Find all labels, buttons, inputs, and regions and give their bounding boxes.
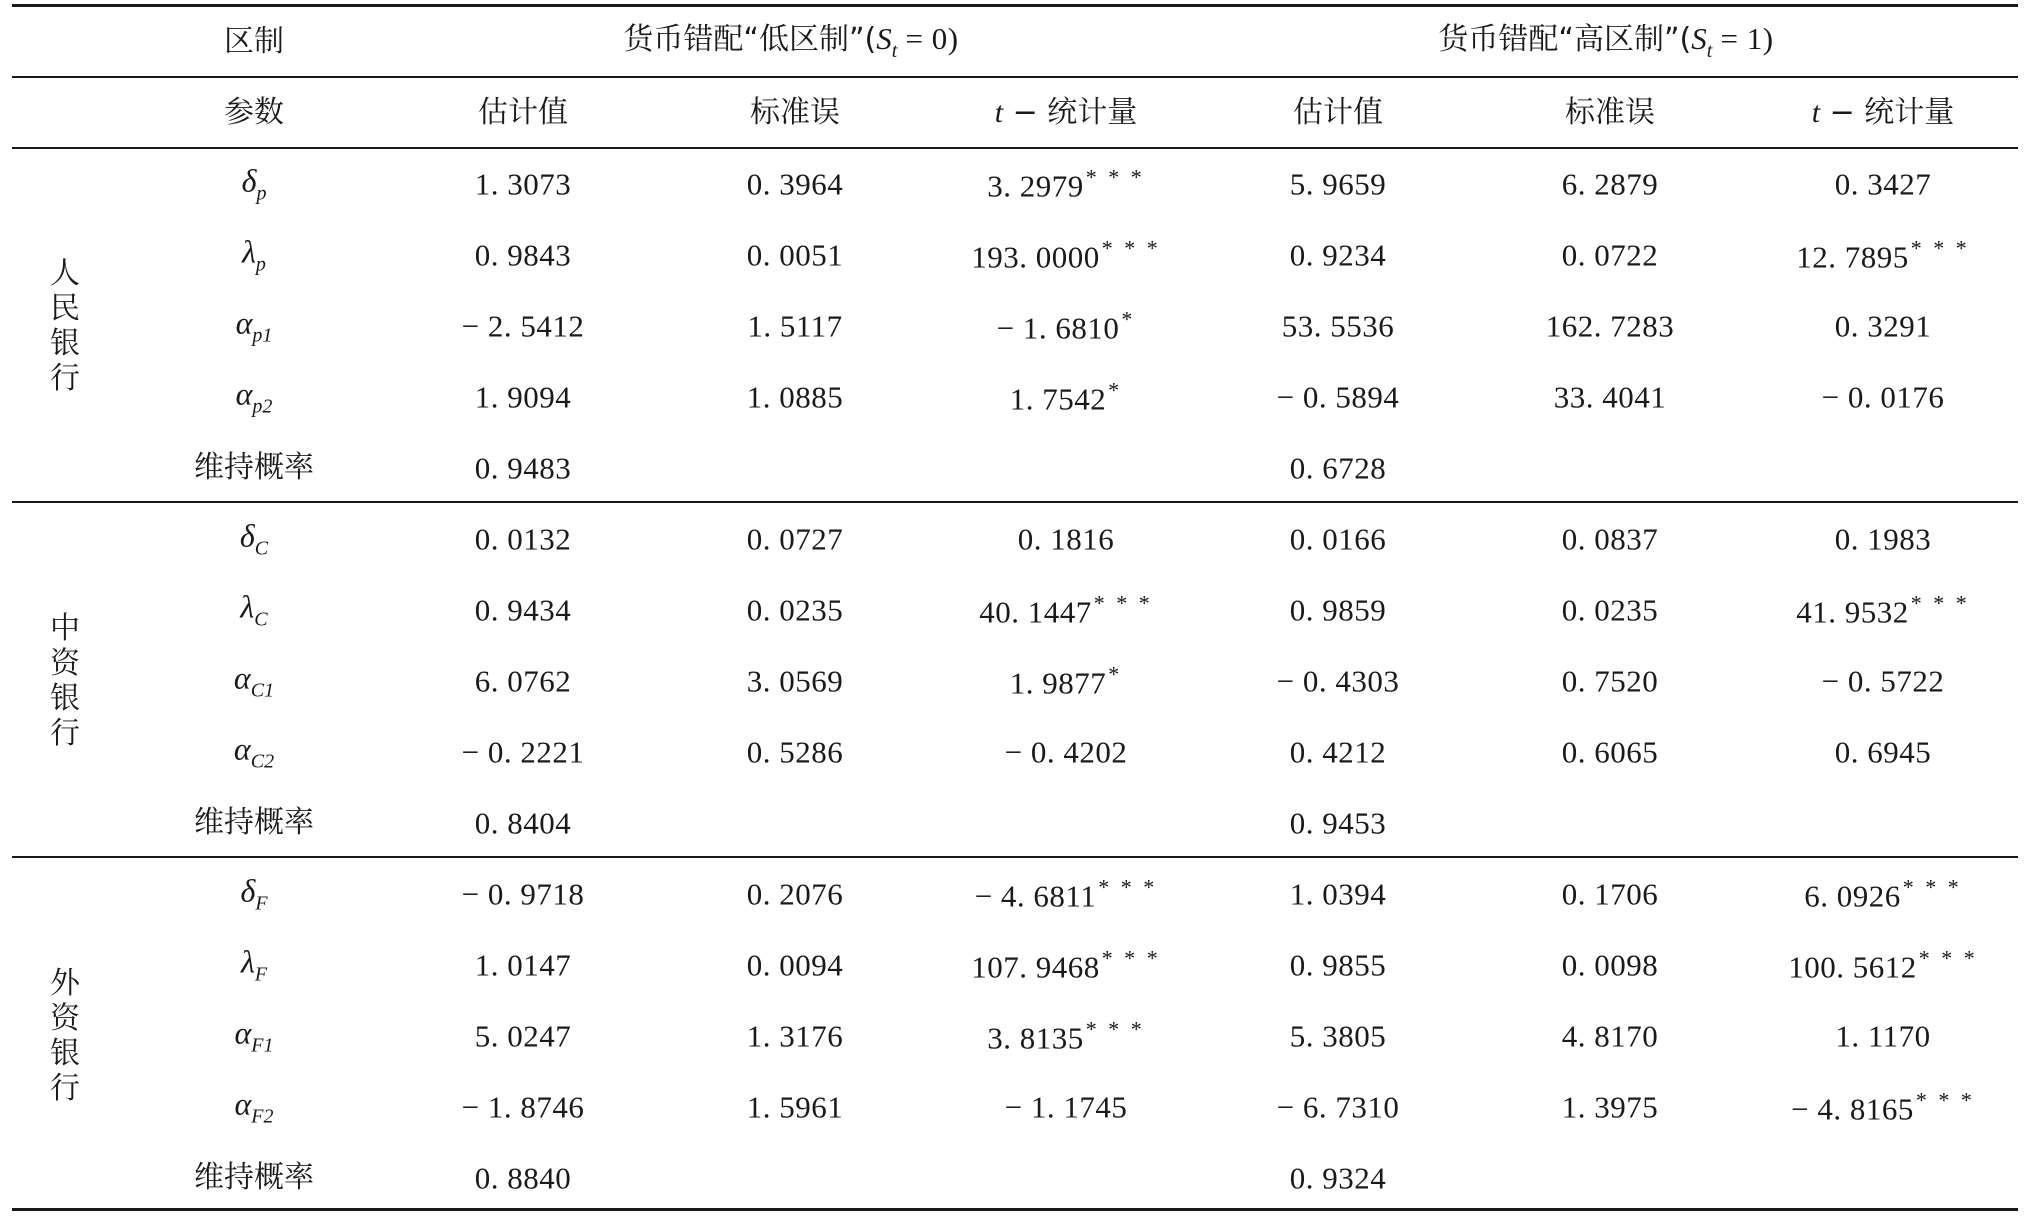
value-text: 1. 1170 [1835, 1018, 1931, 1054]
value-text: − 4. 8165 [1791, 1091, 1914, 1127]
significance-stars: * * * [1093, 590, 1153, 616]
value-text: 0. 0235 [1561, 592, 1659, 628]
value-text: 1. 0394 [1289, 876, 1387, 912]
param-symbol [235, 304, 273, 347]
low-estimate [461, 308, 585, 344]
significance-stars: * * * [1910, 590, 1970, 616]
low-t-stat [1004, 734, 1128, 770]
param-symbol [234, 1014, 274, 1057]
param-symbol-char: α [234, 1085, 252, 1122]
param-symbol-char: λ [240, 588, 255, 625]
param-symbol [235, 375, 273, 418]
param-symbol-sub: F2 [251, 1105, 274, 1128]
value-text: 33. 4041 [1553, 379, 1667, 415]
value-text: 1. 9094 [474, 379, 572, 415]
value-text: 107. 9468 [971, 949, 1100, 985]
high-t-stat [1796, 235, 1970, 275]
value-text: 0. 6945 [1834, 734, 1932, 770]
value-text: 4. 8170 [1561, 1018, 1659, 1054]
low-estimate [474, 521, 572, 557]
param-symbol-sub: C2 [250, 750, 275, 773]
low-t-stat [987, 164, 1145, 204]
low-estimate [461, 734, 585, 770]
low-estimate [474, 947, 572, 983]
low-estimate [474, 379, 572, 415]
low-se-header: 标准误 [750, 95, 840, 130]
high-regime-var: $S_t$ [1691, 21, 1713, 62]
header-divider [12, 76, 2018, 78]
param-symbol-char: α [235, 375, 253, 412]
value-text: 0. 9453 [1289, 805, 1387, 841]
low-std-error [746, 237, 844, 273]
high-estimate [1289, 521, 1387, 557]
low-estimate [461, 1089, 585, 1125]
high-estimate [1289, 592, 1387, 628]
high-regime-header [1438, 23, 1773, 61]
value-text: 0. 0098 [1561, 947, 1659, 983]
low-std-error [746, 663, 844, 699]
low-t-stat [987, 1016, 1145, 1056]
value-text: − 6. 7310 [1276, 1089, 1400, 1125]
value-text: 0. 0727 [746, 521, 844, 557]
value-text: − 1. 1745 [1004, 1089, 1128, 1125]
value-text: 0. 0837 [1561, 521, 1659, 557]
significance-stars: * * * [1910, 235, 1970, 261]
value-text: − 0. 9718 [461, 876, 585, 912]
high-estimate [1276, 1089, 1400, 1125]
value-text: 0. 3964 [746, 166, 844, 202]
param-label: 维持概率 [194, 1160, 314, 1195]
high-std-error [1561, 237, 1659, 273]
value-text: 0. 6728 [1289, 450, 1387, 486]
low-std-error [746, 876, 844, 912]
high-t-stat [1796, 590, 1970, 630]
value-text: 0. 3427 [1834, 166, 1932, 202]
high-estimate [1289, 1160, 1387, 1196]
low-estimate [474, 1018, 572, 1054]
param-symbol-sub: p1 [252, 324, 273, 347]
high-t-stat [1821, 663, 1945, 699]
value-text: 0. 0166 [1289, 521, 1387, 557]
significance-stars: * * * [1902, 874, 1962, 900]
low-estimate [474, 1160, 572, 1196]
value-text: − 2. 5412 [461, 308, 585, 344]
value-text: 40. 1447 [979, 594, 1092, 630]
param-symbol-sub: F [255, 892, 268, 915]
param-symbol-sub: F [254, 963, 268, 986]
high-std-error [1545, 308, 1675, 344]
significance-stars: * * * [1085, 1016, 1145, 1042]
significance-stars: * * * [1101, 235, 1161, 261]
low-estimate [474, 805, 572, 841]
value-text: − 0. 0176 [1821, 379, 1945, 415]
high-estimate [1289, 1018, 1387, 1054]
high-t-stat [1788, 945, 1978, 985]
low-estimate [474, 166, 572, 202]
high-estimate [1289, 805, 1387, 841]
value-text: 1. 0885 [746, 379, 844, 415]
value-text: 0. 9843 [474, 237, 572, 273]
low-t-stat [971, 945, 1161, 985]
high-std-error [1561, 947, 1659, 983]
value-text: 5. 0247 [474, 1018, 572, 1054]
param-symbol-char: α [233, 730, 251, 767]
value-text: − 1. 6810 [996, 310, 1120, 346]
high-std-error [1561, 1089, 1659, 1125]
value-text: − 0. 5894 [1276, 379, 1400, 415]
value-text: 0. 5286 [746, 734, 844, 770]
high-regime-prefix: 货币错配“高区制”( [1438, 22, 1692, 57]
value-text: 1. 3176 [746, 1018, 844, 1054]
group-label: 人民银行 [50, 256, 80, 396]
param-symbol-sub: C1 [250, 679, 275, 702]
significance-stars: * [1108, 661, 1123, 687]
value-text: 1. 9877 [1009, 665, 1107, 701]
value-text: 0. 0051 [746, 237, 844, 273]
param-symbol-char: α [233, 659, 251, 696]
low-estimate [474, 592, 572, 628]
value-text: 0. 0132 [474, 521, 572, 557]
low-std-error [746, 521, 844, 557]
param-symbol [234, 1085, 274, 1128]
value-text: 0. 7520 [1561, 663, 1659, 699]
bottom-rule [12, 1208, 2018, 1211]
param-symbol-char: α [235, 304, 253, 341]
value-text: 0. 6065 [1561, 734, 1659, 770]
regime-header: 区制 [224, 24, 284, 59]
param-symbol-char: δ [240, 872, 256, 909]
param-symbol-char: α [234, 1014, 252, 1051]
low-regime-prefix: 货币错配“低区制”( [623, 22, 877, 57]
value-text: 0. 1983 [1834, 521, 1932, 557]
value-text: 0. 1706 [1561, 876, 1659, 912]
value-text: 0. 0722 [1561, 237, 1659, 273]
group-label: 中资银行 [50, 611, 80, 751]
value-text: 53. 5536 [1281, 308, 1395, 344]
high-estimate [1289, 947, 1387, 983]
low-regime-suffix: = 0) [897, 21, 959, 56]
low-estimate [474, 450, 572, 486]
high-estimate [1289, 166, 1387, 202]
param-symbol [241, 162, 267, 205]
high-std-error [1561, 166, 1659, 202]
param-header: 参数 [224, 95, 284, 130]
value-text: 0. 0094 [746, 947, 844, 983]
low-estimate [474, 663, 572, 699]
value-text: 0. 3291 [1834, 308, 1932, 344]
high-se-header: 标准误 [1565, 95, 1655, 130]
param-symbol-sub: p [256, 182, 267, 205]
param-symbol-sub: C [254, 608, 268, 631]
group-divider-1 [12, 501, 2018, 503]
param-symbol [242, 233, 266, 276]
value-text: − 4. 6811 [974, 878, 1097, 914]
low-t-stat [996, 306, 1136, 346]
low-std-error [746, 1089, 844, 1125]
value-text: 0. 1816 [1017, 521, 1115, 557]
high-estimate [1289, 734, 1387, 770]
param-symbol-sub: F1 [251, 1034, 274, 1057]
param-symbol [240, 872, 268, 915]
value-text: 100. 5612 [1788, 949, 1917, 985]
high-estimate [1289, 450, 1387, 486]
param-symbol-char: δ [241, 162, 257, 199]
high-std-error [1561, 663, 1659, 699]
value-text: − 0. 5722 [1821, 663, 1945, 699]
value-text: 1. 7542 [1009, 381, 1107, 417]
value-text: − 0. 2221 [461, 734, 585, 770]
value-text: 41. 9532 [1796, 594, 1909, 630]
value-text: 0. 9855 [1289, 947, 1387, 983]
param-symbol [239, 517, 269, 560]
high-regime-suffix: = 1) [1712, 21, 1774, 56]
top-rule [12, 4, 2018, 7]
value-text: 1. 0147 [474, 947, 572, 983]
significance-stars: * [1121, 306, 1136, 332]
value-text: 0. 8404 [474, 805, 572, 841]
value-text: 193. 0000 [971, 239, 1100, 275]
value-text: 0. 2076 [746, 876, 844, 912]
significance-stars: * * * [1085, 164, 1145, 190]
value-text: 3. 2979 [987, 168, 1084, 204]
high-estimate [1289, 876, 1387, 912]
value-text: 3. 8135 [987, 1020, 1084, 1056]
low-estimate [461, 876, 585, 912]
high-t-stat [1834, 734, 1932, 770]
high-t-stat [1804, 874, 1962, 914]
low-std-error [747, 308, 843, 344]
high-t-stat [1834, 308, 1932, 344]
significance-stars: * * * [1101, 945, 1161, 971]
value-text: 0. 9859 [1289, 592, 1387, 628]
low-std-error [746, 734, 844, 770]
high-estimate [1276, 663, 1400, 699]
subheader-divider [12, 147, 2018, 149]
low-regime-var: $S_t$ [876, 21, 898, 62]
param-symbol [240, 588, 268, 631]
value-text: 0. 9234 [1289, 237, 1387, 273]
high-tstat-header: t − 统计量 [1811, 95, 1955, 130]
value-text: 6. 0762 [474, 663, 572, 699]
significance-stars: * * * [1915, 1087, 1975, 1113]
high-std-error [1561, 592, 1659, 628]
low-t-stat [1009, 377, 1123, 417]
value-text: 3. 0569 [746, 663, 844, 699]
low-std-error [746, 592, 844, 628]
low-std-error [746, 1018, 844, 1054]
low-t-stat [971, 235, 1161, 275]
value-text: 162. 7283 [1545, 308, 1675, 344]
value-text: 0. 4212 [1289, 734, 1387, 770]
low-t-stat [1004, 1089, 1128, 1125]
param-symbol [233, 730, 275, 773]
high-t-stat [1821, 379, 1945, 415]
significance-stars: * * * [1098, 874, 1158, 900]
value-text: 0. 8840 [474, 1160, 572, 1196]
value-text: 6. 0926 [1804, 878, 1901, 914]
low-std-error [746, 166, 844, 202]
high-std-error [1561, 521, 1659, 557]
high-t-stat [1834, 521, 1932, 557]
low-est-header: 估计值 [478, 95, 568, 130]
high-std-error [1561, 876, 1659, 912]
value-text: 6. 2879 [1561, 166, 1659, 202]
low-t-stat [974, 874, 1158, 914]
value-text: − 0. 4303 [1276, 663, 1400, 699]
value-text: 0. 9483 [474, 450, 572, 486]
high-estimate [1289, 237, 1387, 273]
value-text: 1. 3975 [1561, 1089, 1659, 1125]
value-text: 12. 7895 [1796, 239, 1909, 275]
param-symbol [240, 943, 268, 986]
low-std-error [746, 379, 844, 415]
high-estimate [1281, 308, 1395, 344]
value-text: 1. 3073 [474, 166, 572, 202]
value-text: 1. 5961 [746, 1089, 844, 1125]
significance-stars: * [1108, 377, 1123, 403]
param-symbol-char: λ [240, 943, 255, 980]
low-t-stat [1009, 661, 1123, 701]
low-t-stat [979, 590, 1153, 630]
significance-stars: * * * [1918, 945, 1978, 971]
param-symbol-char: δ [239, 517, 255, 554]
high-std-error [1561, 1018, 1659, 1054]
high-estimate [1276, 379, 1400, 415]
low-t-stat [1017, 521, 1115, 557]
param-symbol-sub: p2 [252, 395, 273, 418]
param-symbol-sub: p [255, 253, 266, 276]
value-text: − 0. 4202 [1004, 734, 1128, 770]
value-text: 5. 9659 [1289, 166, 1387, 202]
value-text: 0. 9324 [1289, 1160, 1387, 1196]
low-tstat-header: t − 统计量 [994, 95, 1138, 130]
low-estimate [474, 237, 572, 273]
high-est-header: 估计值 [1293, 95, 1383, 130]
value-text: − 1. 8746 [461, 1089, 585, 1125]
high-t-stat [1791, 1087, 1975, 1127]
value-text: 0. 9434 [474, 592, 572, 628]
value-text: 0. 0235 [746, 592, 844, 628]
value-text: 5. 3805 [1289, 1018, 1387, 1054]
param-symbol [233, 659, 275, 702]
param-symbol-sub: C [254, 537, 269, 560]
high-t-stat [1834, 166, 1932, 202]
param-symbol-char: λ [242, 233, 256, 270]
group-divider-2 [12, 856, 2018, 858]
param-label: 维持概率 [194, 805, 314, 840]
high-std-error [1553, 379, 1667, 415]
param-label: 维持概率 [194, 450, 314, 485]
group-label: 外资银行 [50, 966, 80, 1106]
low-std-error [746, 947, 844, 983]
value-text: 1. 5117 [747, 308, 843, 344]
low-regime-header [623, 23, 958, 61]
high-std-error [1561, 734, 1659, 770]
high-t-stat [1835, 1018, 1931, 1054]
